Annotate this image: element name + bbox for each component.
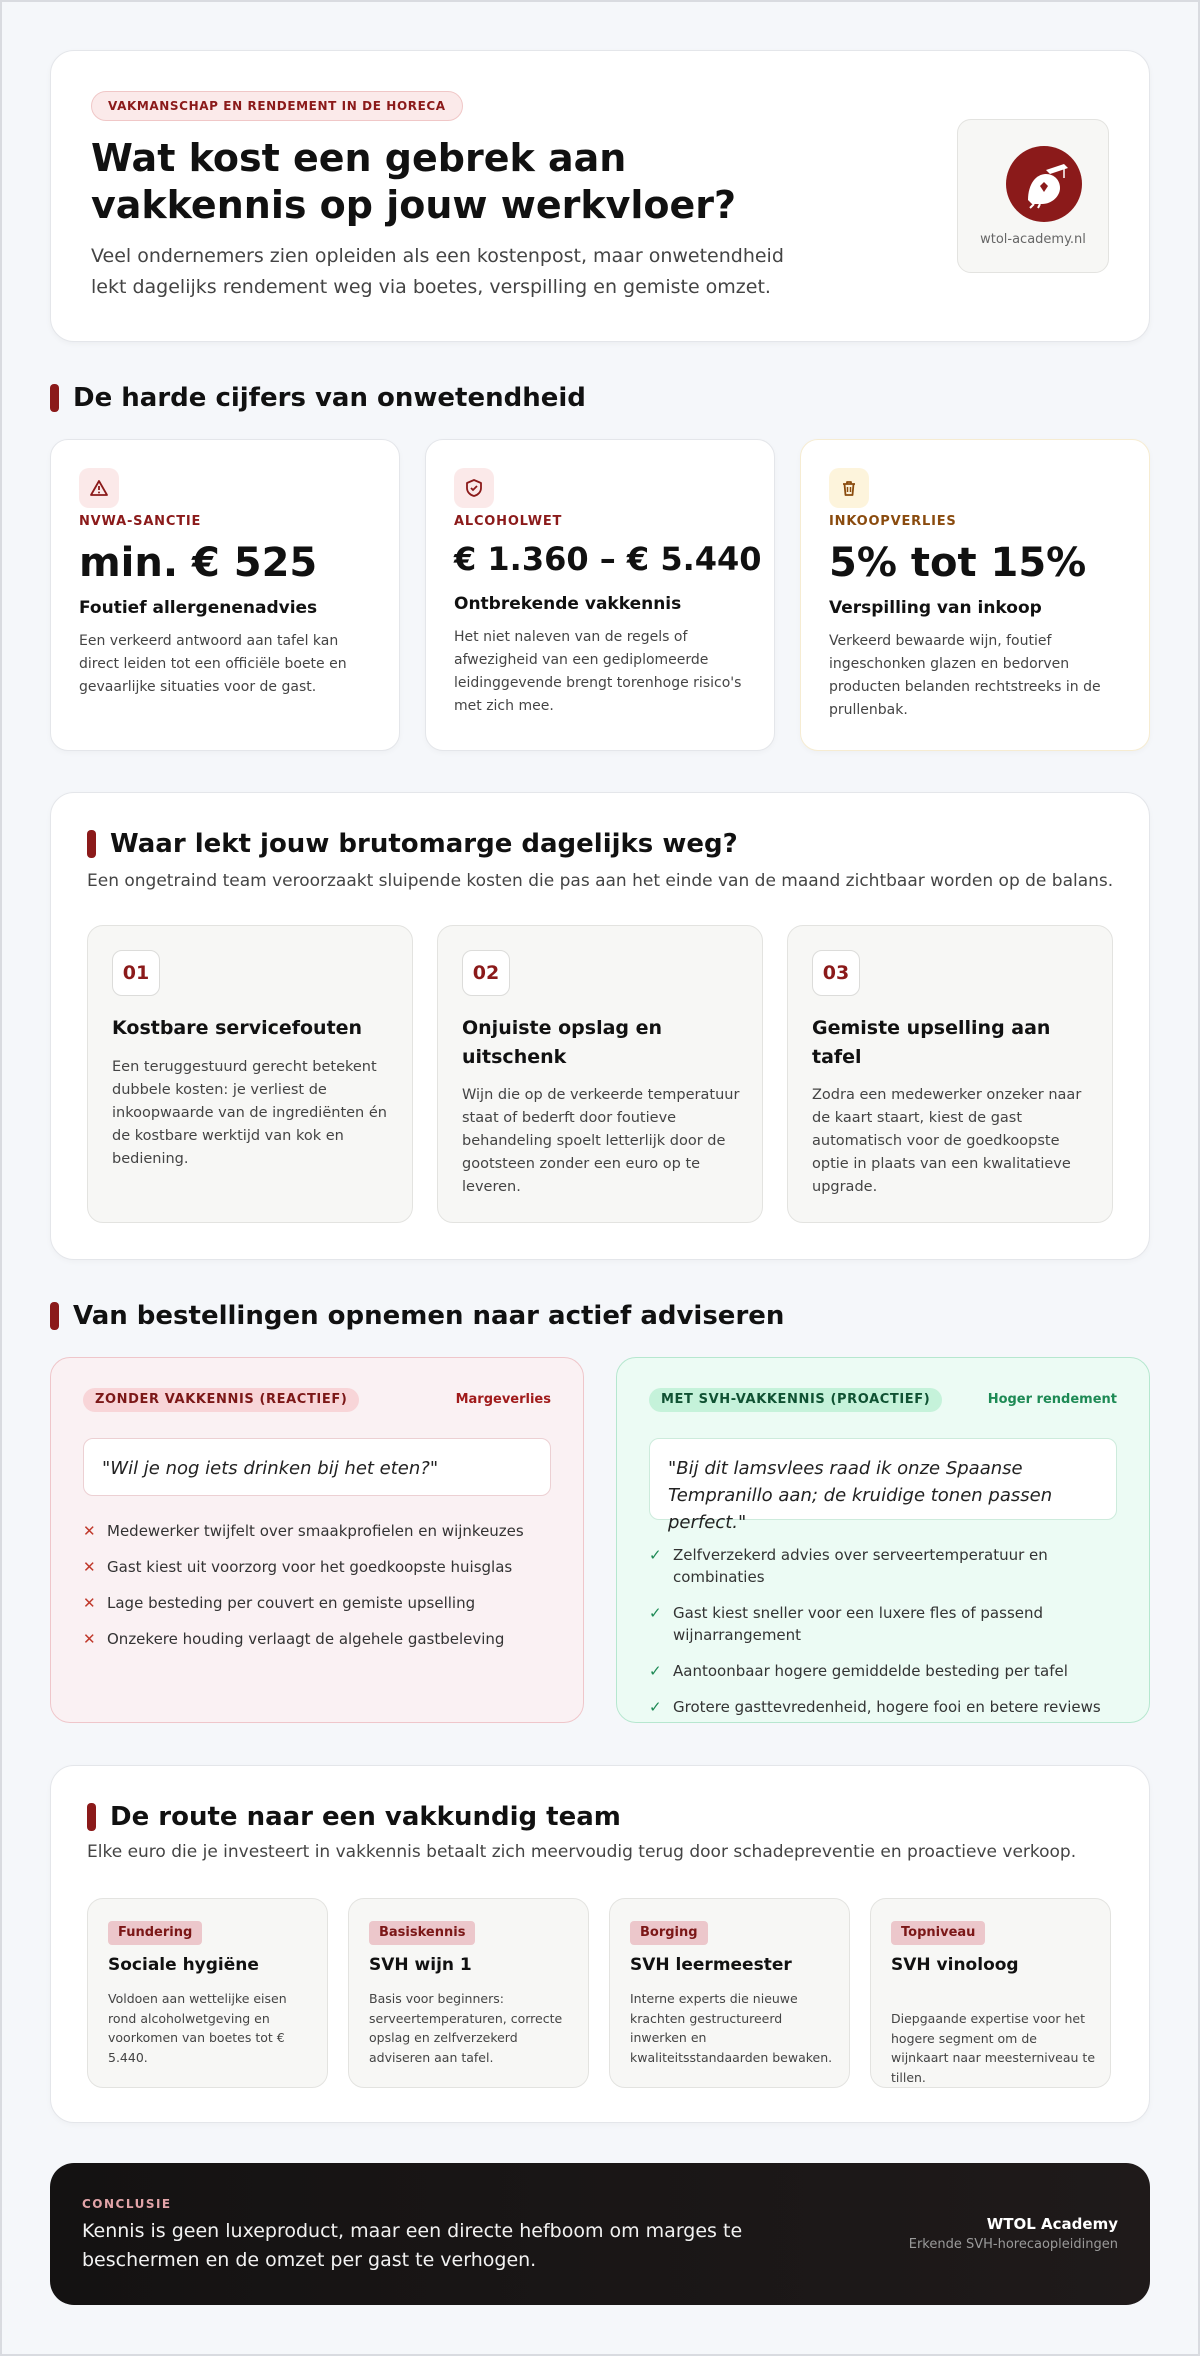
check-icon: ✓ (649, 1662, 662, 1680)
stat-title: Ontbrekende vakkennis (454, 594, 682, 614)
check-icon: ✓ (649, 1604, 662, 1622)
hero-lede: Veel ondernemers zien opleiden als een kostenpost, maar onwetendheid lekt dagelijks rendement weg via boetes, verspilling en gemiste omzet. (91, 245, 784, 298)
leak-text: Een teruggestuurd gerecht betekent dubbele kosten: je verliest de inkoopwaarde van de ingrediënten én de kostbare werktijd van kok en bediening. (112, 1059, 387, 1167)
heading-accent-bar (50, 384, 59, 412)
list-item: ✕ Gast kiest uit voorzorg voor het goedkoopste huisglas (83, 1558, 513, 1576)
list-item: ✓ Gast kiest sneller voor een luxere fles of passend wijnarrangement (649, 1604, 1044, 1644)
compare-card-proactive (616, 1357, 1150, 1723)
stat-value: 5% tot 15% (829, 540, 1087, 586)
list-item: ✓ Zelfverzekerd advies over serveertemperatuur en combinaties (649, 1546, 1048, 1586)
conclusion-banner (50, 2163, 1150, 2305)
alert-triangle-icon (79, 468, 119, 508)
step-text: Diepgaande expertise voor het hogere segment om de wijnkaart naar meesterniveau te tillen. (891, 2011, 1096, 2085)
leak-card-2 (437, 925, 763, 1223)
step-level-badge: Borging (630, 1921, 708, 1945)
heading-accent-bar (87, 1803, 96, 1831)
conclusion-kicker: CONCLUSIE (82, 2197, 172, 2211)
compare-list (649, 1544, 1119, 1718)
route-panel (50, 1765, 1150, 2123)
stat-text: Het niet naleven van de regels of afwezigheid van een gediplomeerde leidinggevende brengt torenhoge risico's met zich mee. (454, 629, 742, 714)
leaks-heading (87, 829, 738, 859)
numbers-heading-text: De harde cijfers van onwetendheid (73, 383, 586, 413)
check-icon: ✓ (649, 1546, 662, 1564)
leak-text: Wijn die op de verkeerde temperatuur staat of bederft door foutieve behandeling spoelt letterlijk door de gootsteen zonder een euro op te leveren. (462, 1087, 740, 1195)
heading-accent-bar (87, 830, 96, 858)
route-subtitle: Elke euro die je investeert in vakkennis betaalt zich meervoudig terug door schadepreventie en proactieve verkoop. (87, 1842, 1077, 1862)
leak-title: Gemiste upselling aan tafel (812, 1017, 1051, 1068)
stat-card-nvwa (50, 439, 400, 751)
step-title: SVH leermeester (630, 1955, 792, 1975)
step-level-badge: Basiskennis (369, 1921, 475, 1945)
stat-kicker: INKOOPVERLIES (829, 514, 957, 529)
leaks-subtitle: Een ongetraind team veroorzaakt sluipende kosten die pas aan het einde van de maand zichtbaar worden op de balans. (87, 871, 1114, 891)
hero-card (50, 50, 1150, 342)
compare-side-label: Margeverlies (455, 1392, 551, 1407)
owl-graduation-icon (1006, 146, 1082, 222)
compare-heading-text: Van bestellingen opnemen naar actief adviseren (73, 1301, 785, 1331)
conclusion-brand-sub: Erkende SVH-horecaopleidingen (908, 2237, 1118, 2252)
compare-list (83, 1520, 553, 1650)
route-heading-text: De route naar een vakkundig team (110, 1802, 621, 1832)
cross-icon: ✕ (83, 1594, 96, 1612)
compare-quote: "Wil je nog iets drinken bij het eten?" (83, 1438, 551, 1496)
page-title: Wat kost een gebrek aan vakkennis op jouw werkvloer? (91, 136, 737, 227)
route-step-2 (348, 1898, 589, 2088)
stat-kicker: NVWA-SANCTIE (79, 514, 202, 529)
route-step-3 (609, 1898, 850, 2088)
step-text: Basis voor beginners: serveertemperaturen, correcte opslag en zelfverzekerd adviseren aan tafel. (369, 1991, 563, 2065)
stat-title: Verspilling van inkoop (829, 598, 1042, 618)
leaks-panel (50, 792, 1150, 1260)
step-title: Sociale hygiëne (108, 1955, 259, 1975)
stat-text: Verkeerd bewaarde wijn, foutief ingeschonken glazen en bedorven producten belanden rechtstreeks in de prullenbak. (829, 633, 1101, 718)
list-item: ✕ Onzekere houding verlaagt de algehele gastbeleving (83, 1630, 505, 1648)
leak-number: 01 (112, 950, 160, 996)
hero-pill: VAKMANSCHAP EN RENDEMENT IN DE HORECA (91, 91, 463, 121)
leaks-heading-text: Waar lekt jouw brutomarge dagelijks weg? (110, 829, 738, 859)
list-item: ✕ Lage besteding per couvert en gemiste upselling (83, 1594, 476, 1612)
step-title: SVH vinoloog (891, 1955, 1019, 1975)
compare-side-label: Hoger rendement (987, 1392, 1117, 1407)
logo-card[interactable] (957, 119, 1109, 273)
leak-number: 02 (462, 950, 510, 996)
compare-card-reactive (50, 1357, 584, 1723)
list-item: ✓ Grotere gasttevredenheid, hogere fooi en betere reviews (649, 1698, 1101, 1716)
step-text: Interne experts die nieuwe krachten gestructureerd inwerken en kwaliteitsstandaarden bewaken. (630, 1991, 833, 2065)
leak-text: Zodra een medewerker onzeker naar de kaart staart, kiest de gast automatisch voor de goedkoopste optie in plaats van een kwalitatieve upgrade. (812, 1087, 1082, 1195)
stat-value: min. € 525 (79, 540, 318, 586)
step-title: SVH wijn 1 (369, 1955, 472, 1975)
leak-card-3 (787, 925, 1113, 1223)
stat-card-alcoholwet (425, 439, 775, 751)
heading-accent-bar (50, 1302, 59, 1330)
cross-icon: ✕ (83, 1522, 96, 1540)
cross-icon: ✕ (83, 1558, 96, 1576)
compare-heading (50, 1301, 784, 1331)
step-level-badge: Topniveau (891, 1921, 985, 1945)
check-icon: ✓ (649, 1698, 662, 1716)
route-step-1 (87, 1898, 328, 2088)
conclusion-brand: WTOL Academy (986, 2215, 1118, 2233)
compare-tag: ZONDER VAKKENNIS (REACTIEF) (83, 1388, 359, 1412)
route-step-4 (870, 1898, 1111, 2088)
leak-number: 03 (812, 950, 860, 996)
leak-card-1 (87, 925, 413, 1223)
route-heading (87, 1802, 621, 1832)
trash-icon (829, 468, 869, 508)
conclusion-text: Kennis is geen luxeproduct, maar een directe hefboom om marges te beschermen en de omzet per gast te verhogen. (82, 2220, 743, 2271)
compare-tag: MET SVH-VAKKENNIS (PROACTIEF) (649, 1388, 942, 1412)
numbers-heading (50, 383, 586, 413)
cross-icon: ✕ (83, 1630, 96, 1648)
leak-title: Onjuiste opslag en uitschenk (462, 1017, 663, 1068)
list-item: ✓ Aantoonbaar hogere gemiddelde besteding per tafel (649, 1662, 1068, 1680)
stat-text: Een verkeerd antwoord aan tafel kan direct leiden tot een officiële boete en gevaarlijke situaties voor de gast. (79, 633, 347, 695)
shield-check-icon (454, 468, 494, 508)
logo-url: wtol-academy.nl (980, 232, 1086, 247)
stat-card-inkoopverlies (800, 439, 1150, 751)
step-text: Voldoen aan wettelijke eisen rond alcoholwetgeving en voorkomen van boetes tot € 5.440. (108, 1991, 287, 2065)
stat-value: € 1.360 – € 5.440 (454, 540, 762, 578)
list-item: ✕ Medewerker twijfelt over smaakprofielen en wijnkeuzes (83, 1522, 524, 1540)
leak-title: Kostbare servicefouten (112, 1017, 363, 1039)
stat-title: Foutief allergenenadvies (79, 598, 318, 618)
stat-kicker: ALCOHOLWET (454, 514, 563, 529)
compare-quote: "Bij dit lamsvlees raad ik onze Spaanse Tempranillo aan; de kruidige tonen passen perfect." (649, 1438, 1117, 1520)
step-level-badge: Fundering (108, 1921, 202, 1945)
